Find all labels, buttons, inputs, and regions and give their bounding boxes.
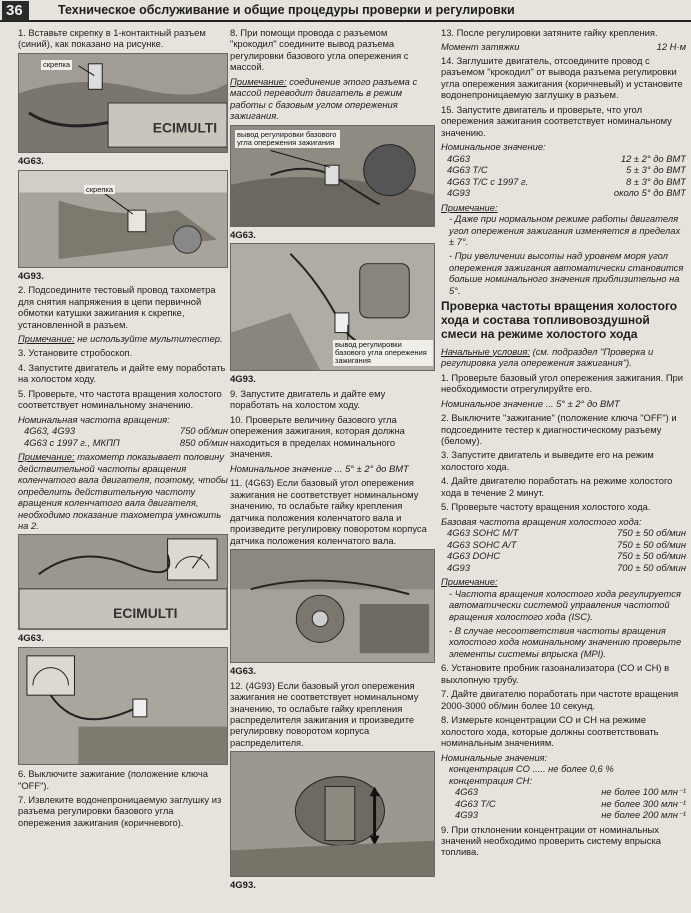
idle-list bbox=[441, 527, 686, 573]
page-title: Техническое обслуживание и общие процедуры проверки и регулировки bbox=[58, 3, 515, 17]
column-2 bbox=[230, 27, 435, 911]
spec-value: 750 ± 50 об/мин bbox=[617, 538, 686, 550]
spec-value: 5 ± 3° до ВМТ bbox=[626, 164, 686, 176]
spec-name: 4G63 T/C с 1997 г. bbox=[447, 175, 529, 187]
spec-row bbox=[18, 425, 228, 436]
figure-label: 4G63. bbox=[18, 155, 44, 167]
torque-name: Момент затяжки bbox=[441, 41, 520, 53]
step-s7: 7. Дайте двигателю поработать при частоте вращения 2000-3000 об/мин более 10 секунд. bbox=[441, 688, 679, 711]
figure-label: 4G93. bbox=[18, 270, 44, 282]
figure-label: 4G63. bbox=[230, 229, 256, 241]
step-11: 11. (4G63) Если базовый угол опережения зажигания не соответствует номинальному значению, то ослабьте гайку крепления датчика положения коленчатого вала и произведите регулировку поворотом корпуса датчика положения коленчатого вала. bbox=[230, 477, 427, 546]
spec-name: 4G63, 4G93 bbox=[24, 425, 76, 437]
figure-4g93-tachometer bbox=[18, 647, 228, 765]
ch-list bbox=[441, 786, 686, 820]
figure-label: 4G93. bbox=[230, 374, 256, 386]
figure-4g63-adjust-terminal bbox=[230, 125, 435, 227]
step-5: 5. Проверьте, что частота вращения холостого соответствует номинальному значению. bbox=[18, 387, 222, 411]
figure-4g63-tachometer bbox=[18, 534, 228, 630]
step-10: 10. Проверьте величину базового угла опережения зажигания, которая должна находиться в пределах номинального значения. bbox=[230, 413, 405, 460]
note-item: - В случае несоответствия частоты вращения холостого хода номинальному значению проверьте элементы системы впрыска (MPI). bbox=[449, 625, 682, 659]
step-7: 7. Извлеките водонепроницаемую заглушку из разъема регулировки базового угла опережения зажигания (коричневого). bbox=[18, 793, 222, 828]
spec-name: 4G63 с 1997 г., МКПП bbox=[24, 436, 120, 448]
note-label: Примечание: bbox=[18, 451, 75, 463]
step-s5: 5. Проверьте частоту вращения холостого хода. bbox=[441, 501, 651, 513]
figure-4g93-distributor bbox=[230, 751, 435, 877]
step-s1: 1. Проверьте базовый угол опережения зажигания. При необходимости отрегулируйте его. bbox=[441, 371, 684, 395]
spec-list bbox=[441, 153, 686, 199]
page-number: 36 bbox=[2, 1, 29, 21]
init-label: Начальные условия: bbox=[441, 345, 531, 357]
column-3 bbox=[441, 27, 686, 911]
spec-row bbox=[441, 809, 686, 820]
spec-row bbox=[441, 539, 686, 550]
page-header bbox=[0, 0, 691, 22]
spec-value: 750 ± 50 об/мин bbox=[617, 527, 686, 539]
spec-name: 4G63 SOHC A/T bbox=[447, 538, 517, 550]
spec-row bbox=[441, 562, 686, 573]
step-s4: 4. Дайте двигателю поработать на режиме холостого хода в течение 2 минут. bbox=[441, 475, 673, 498]
spec-name: 4G63 DOHC bbox=[447, 550, 501, 562]
spec-value: около 5° до ВМТ bbox=[613, 187, 686, 199]
spec-name: 4G63 bbox=[455, 786, 478, 798]
spec-row bbox=[18, 437, 228, 448]
step-15: 15. Запустите двигатель и проверьте, что угол опережения зажигания соответствует номинальному значению. bbox=[441, 103, 672, 138]
note-text: тахометр показывает половину действительной частоты вращения коленчатого вала двигателя, поэтому, чтобы определить действительную частоту вращения коленчатого вала двигателя, необходимо показание тахометра умножить на 2. bbox=[18, 451, 228, 531]
figure-4g93-adjust-terminal bbox=[230, 243, 435, 371]
column-1 bbox=[18, 27, 228, 911]
spec-value: не более 300 млн⁻¹ bbox=[601, 797, 686, 809]
step-8: 8. При помощи провода с разъемом "крокодил" соедините вывод разъема регулировки базового угла опережения с массой. bbox=[230, 27, 409, 73]
step-12: 12. (4G93) Если базовый угол опережения зажигания не соответствует номинальному значению, то ослабьте гайку крепления распределителя зажигания и произведите регулировку поворотом корпуса распределителя. bbox=[230, 679, 419, 748]
step-9: 9. Запустите двигатель и дайте ему поработать на холостом ходу. bbox=[230, 387, 386, 411]
figure-label: 4G93. bbox=[230, 880, 256, 892]
spec-row bbox=[441, 798, 686, 809]
step-s6: 6. Установите пробник газоанализатора (CO и CH) в выхлопную трубу. bbox=[441, 662, 670, 685]
conc-co: концентрация CO ..... не более 0,6 % bbox=[449, 763, 614, 775]
svg-text:ECIMULTI: ECIMULTI bbox=[113, 606, 178, 622]
note-text: не используйте мультитестер. bbox=[74, 332, 223, 344]
spec-row bbox=[441, 550, 686, 561]
callout-clip: скрепка bbox=[43, 59, 71, 69]
torque-value: 12 Н·м bbox=[656, 41, 686, 53]
spec-title: Номинальная частота вращения: bbox=[18, 413, 170, 425]
spec-row bbox=[441, 527, 686, 538]
step-4: 4. Запустите двигатель и дайте ему поработать на холостом ходу. bbox=[18, 361, 226, 385]
init-text: (см. подраздел "Проверка и регулировка угла опережения зажигания"). bbox=[441, 345, 654, 369]
conc-title: Номинальные значения: bbox=[441, 751, 548, 763]
step-s2: 2. Выключите "зажигание" (положение ключа "OFF") и подсоедините тестер к диагностическому разъему (белому). bbox=[441, 412, 677, 446]
spec-name: 4G93 bbox=[455, 809, 478, 821]
spec-value: 750 об/мин bbox=[179, 425, 228, 437]
step-14: 14. Заглушите двигатель, отсоедините провод с разъемом "крокодил" от вывода разъема регулировки угла опережения зажигания (коричневый) и установите водонепроницаемую заглушку в разъем. bbox=[441, 54, 683, 101]
figure-4g63-crank-sensor bbox=[230, 549, 435, 663]
spec-name: 4G93 bbox=[447, 187, 470, 199]
figure-label: 4G63. bbox=[230, 666, 256, 677]
note-label: Примечание: bbox=[441, 201, 498, 213]
spec-line: Номинальное значение ... 5° ± 2° до ВМТ bbox=[441, 397, 620, 409]
svg-text:ECIMULTI: ECIMULTI bbox=[152, 120, 218, 136]
note-item: - Даже при нормальном режиме работы двигателя угол опережения зажигания изменяется в пределах ± 7°. bbox=[449, 213, 681, 247]
section-title: Проверка частоты вращения холостого хода и состава топливовоздушной смеси на режиме холостого хода bbox=[441, 299, 678, 341]
spec-row bbox=[441, 176, 686, 187]
torque-row bbox=[441, 41, 686, 52]
spec-row bbox=[441, 164, 686, 175]
step-13: 13. После регулировки затяните гайку крепления. bbox=[441, 27, 658, 38]
spec-row bbox=[441, 187, 686, 198]
note-label: Примечание: bbox=[441, 576, 498, 588]
step-3: 3. Установите стробоскоп. bbox=[18, 347, 133, 359]
spec-value: 700 ± 50 об/мин bbox=[617, 561, 686, 573]
figure-4g63-clip bbox=[18, 53, 228, 153]
spec-name: 4G63 T/C bbox=[447, 164, 488, 176]
conc-ch-title: концентрация CH: bbox=[449, 774, 532, 786]
callout-terminal: вывод регулировки базового угла опережения зажигания bbox=[333, 340, 433, 366]
step-s8: 8. Измерьте концентрации CO и CH на режиме холостого хода, которые должны соответствовать номинальным значениям. bbox=[441, 714, 659, 749]
note-label: Примечание: bbox=[18, 332, 75, 344]
spec-name: 4G63 SOHC M/T bbox=[447, 527, 519, 539]
step-s9: 9. При отклонении концентрации от номинальных значений необходимо проверить систему впрыска топлива. bbox=[441, 823, 661, 858]
spec-value: 850 об/мин bbox=[179, 436, 228, 448]
spec-row bbox=[441, 786, 686, 797]
spec-name: 4G93 bbox=[447, 561, 470, 573]
step-s3: 3. Запустите двигатель и выведите его на режим холостого хода. bbox=[441, 449, 654, 472]
figure-label: 4G63. bbox=[18, 633, 44, 645]
figure-4g93-clip bbox=[18, 170, 228, 268]
callout-clip: скрепка bbox=[86, 184, 114, 194]
idle-title: Базовая частота вращения холостого хода: bbox=[441, 515, 642, 527]
spec-value: 12 ± 2° до ВМТ bbox=[620, 152, 686, 164]
callout-terminal: вывод регулировки базового угла опережения зажигания bbox=[235, 130, 340, 148]
note-label: Примечание: bbox=[230, 75, 287, 87]
step-6: 6. Выключите зажигание (положение ключа "OFF"). bbox=[18, 768, 208, 791]
spec-title: Номинальное значение: bbox=[441, 141, 546, 153]
spec-row bbox=[441, 153, 686, 164]
spec-name: 4G63 bbox=[447, 152, 470, 164]
spec-line: Номинальное значение ... 5° ± 2° до ВМТ bbox=[230, 462, 409, 474]
spec-value: 750 ± 50 об/мин bbox=[617, 550, 686, 562]
note-item: - Частота вращения холостого хода регулируется автоматически системой управления частотой вращения холостого хода (ISC). bbox=[449, 587, 681, 622]
spec-value: 8 ± 3° до ВМТ bbox=[626, 175, 686, 187]
spec-value: не более 100 млн⁻¹ bbox=[601, 786, 686, 798]
step-2: 2. Подсоедините тестовый провод тахометра для снятия напряжения в цепи первичной обмотки катушки зажигания к скрепке, установленной в разъем. bbox=[18, 284, 216, 330]
note-item: - При увеличении высоты над уровнем моря угол опережения зажигания автоматически становится больше номинального значения приблизительно на 5°. bbox=[449, 250, 684, 296]
spec-value: не более 200 млн⁻¹ bbox=[601, 809, 686, 821]
spec-name: 4G63 T/C bbox=[455, 797, 496, 809]
note-text: соединение этого разъема с массой переводит двигатель в режим работы с базовым углом опережения зажигания. bbox=[230, 75, 418, 122]
step-1: 1. Вставьте скрепку в 1-контактный разъем (синий), как показано на рисунке. bbox=[18, 27, 206, 50]
